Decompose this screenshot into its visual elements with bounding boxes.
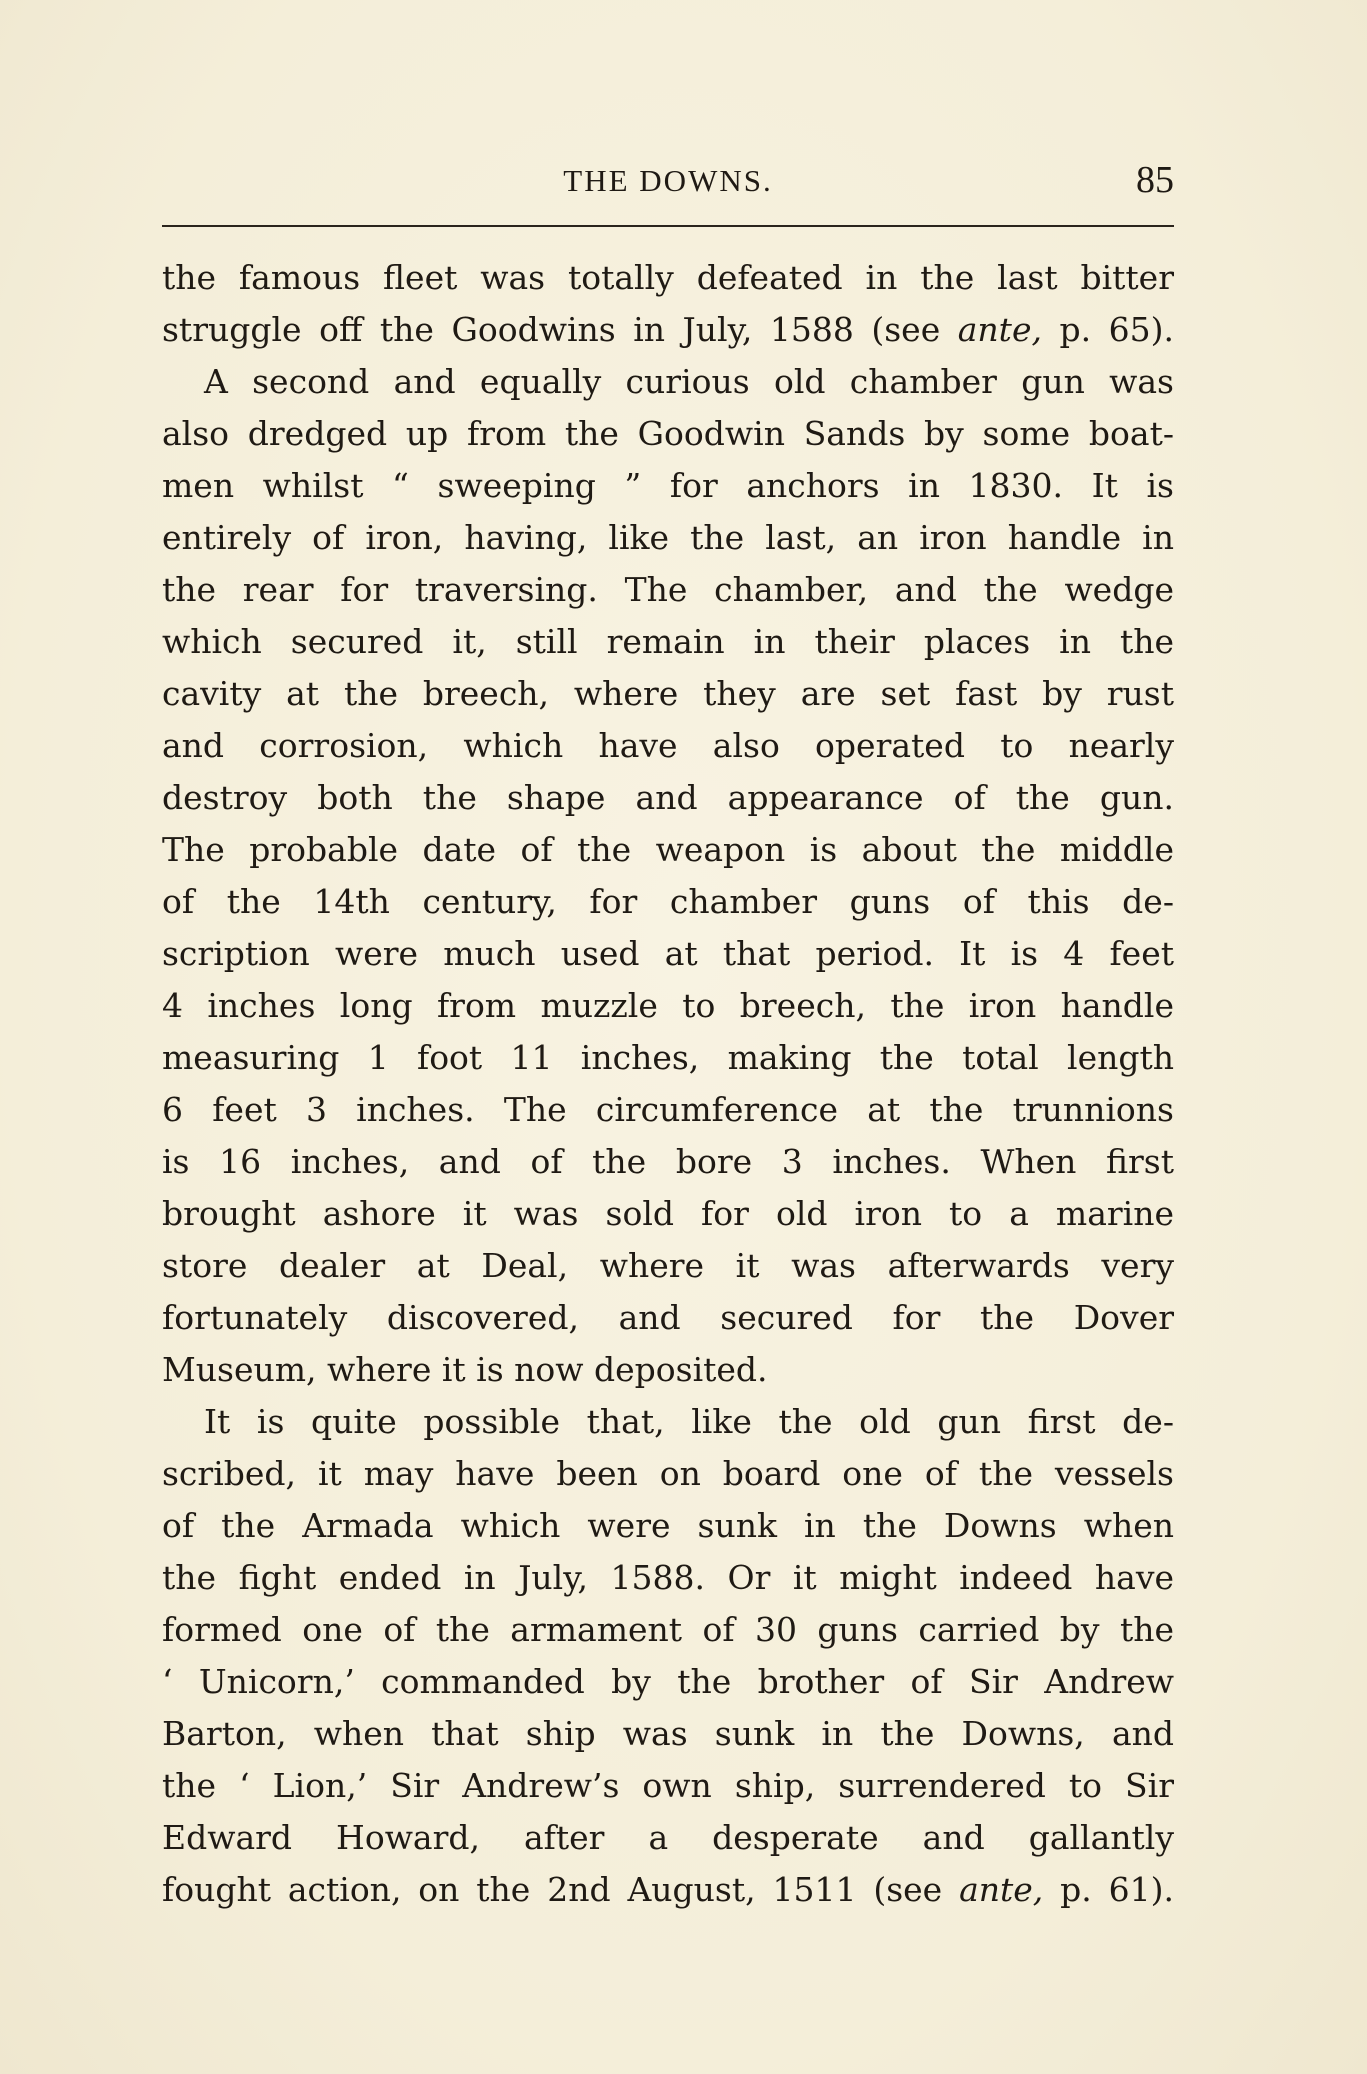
text-line xyxy=(162,1344,1174,1396)
text-run: of the 14th century, for chamber guns of this de- xyxy=(162,882,1174,921)
text-run: the ‘ Lion,’ Sir Andrew’s own ship, surrendered to Sir xyxy=(162,1766,1174,1805)
text-line xyxy=(162,304,1174,356)
text-run: also dredged up from the Goodwin Sands by some boat- xyxy=(162,414,1174,453)
text-run: store dealer at Deal, where it was afterwards very xyxy=(162,1246,1174,1285)
text-line xyxy=(162,1708,1174,1760)
text-line xyxy=(162,1032,1174,1084)
text-run: p. 61). xyxy=(1043,1870,1174,1909)
text-line xyxy=(162,772,1174,824)
text-line xyxy=(162,1292,1174,1344)
text-line xyxy=(162,1396,1174,1448)
text-line xyxy=(162,1812,1174,1864)
text-line xyxy=(162,1240,1174,1292)
text-run: A second and equally curious old chamber gun was xyxy=(204,362,1174,401)
text-run: The probable date of the weapon is about the middle xyxy=(162,830,1174,869)
running-head xyxy=(162,160,1174,210)
text-line xyxy=(162,720,1174,772)
text-run: Barton, when that ship was sunk in the Downs, and xyxy=(162,1714,1174,1753)
text-line xyxy=(162,356,1174,408)
text-line xyxy=(162,1448,1174,1500)
text-run: formed one of the armament of 30 guns carried by the xyxy=(162,1610,1174,1649)
page-number: 85 xyxy=(1136,159,1174,201)
text-run: entirely of iron, having, like the last, an iron handle in xyxy=(162,518,1174,557)
text-line xyxy=(162,1136,1174,1188)
text-line xyxy=(162,824,1174,876)
italic-run: ante, xyxy=(957,310,1042,349)
text-run: Edward Howard, after a desperate and gallantly xyxy=(162,1818,1174,1857)
text-run: 4 inches long from muzzle to breech, the iron handle xyxy=(162,986,1174,1025)
text-run: which secured it, still remain in their places in the xyxy=(162,622,1174,661)
text-run: struggle off the Goodwins in July, 1588 (see xyxy=(162,310,958,349)
text-line xyxy=(162,980,1174,1032)
text-line xyxy=(162,1084,1174,1136)
text-line xyxy=(162,1864,1174,1916)
text-line xyxy=(162,928,1174,980)
text-run: It is quite possible that, like the old gun first de- xyxy=(204,1402,1174,1441)
text-run: cavity at the breech, where they are set fast by rust xyxy=(162,674,1174,713)
text-line xyxy=(162,1760,1174,1812)
text-run: Museum, where it is now deposited. xyxy=(162,1350,768,1389)
text-line xyxy=(162,512,1174,564)
body-text xyxy=(162,252,1174,1916)
text-run: and corrosion, which have also operated to nearly xyxy=(162,726,1174,765)
text-line xyxy=(162,616,1174,668)
text-line xyxy=(162,1552,1174,1604)
text-run: destroy both the shape and appearance of the gun. xyxy=(162,778,1174,817)
text-line xyxy=(162,460,1174,512)
text-line xyxy=(162,1500,1174,1552)
header-rule xyxy=(162,225,1174,227)
text-run: fought action, on the 2nd August, 1511 (see xyxy=(162,1870,960,1909)
text-line xyxy=(162,408,1174,460)
text-run: 6 feet 3 inches. The circumference at the trunnions xyxy=(162,1090,1174,1129)
text-run: men whilst “ sweeping ” for anchors in 1830. It is xyxy=(162,466,1174,505)
text-run: the fight ended in July, 1588. Or it might indeed have xyxy=(162,1558,1174,1597)
text-run: of the Armada which were sunk in the Downs when xyxy=(162,1506,1174,1545)
text-line xyxy=(162,876,1174,928)
text-run: p. 65). xyxy=(1041,310,1174,349)
text-run: fortunately discovered, and secured for the Dover xyxy=(162,1298,1174,1337)
text-run: scription were much used at that period. It is 4 feet xyxy=(162,934,1174,973)
text-run: is 16 inches, and of the bore 3 inches. When first xyxy=(162,1142,1174,1181)
text-run: scribed, it may have been on board one of the vessels xyxy=(162,1454,1174,1493)
text-run: brought ashore it was sold for old iron to a marine xyxy=(162,1194,1174,1233)
text-run: ‘ Unicorn,’ commanded by the brother of Sir Andrew xyxy=(162,1662,1174,1701)
text-line xyxy=(162,252,1174,304)
text-line xyxy=(162,1604,1174,1656)
text-run: the rear for traversing. The chamber, and the wedge xyxy=(162,570,1174,609)
text-line xyxy=(162,564,1174,616)
text-run: measuring 1 foot 11 inches, making the total length xyxy=(162,1038,1174,1077)
text-line xyxy=(162,1656,1174,1708)
text-line xyxy=(162,1188,1174,1240)
text-line xyxy=(162,668,1174,720)
running-title: THE DOWNS. xyxy=(563,163,773,198)
text-run: the famous fleet was totally defeated in the last bitter xyxy=(162,258,1174,297)
italic-run: ante, xyxy=(959,1870,1044,1909)
